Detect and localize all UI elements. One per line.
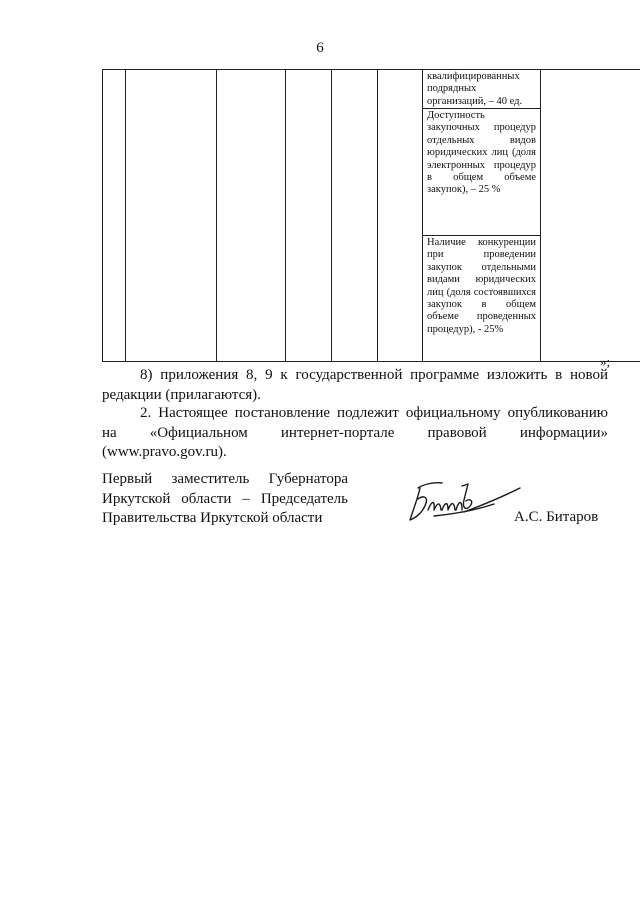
table-cell [217, 70, 286, 362]
table-cell [541, 70, 640, 362]
table-row [103, 70, 640, 362]
paragraph-item-2: 2. Настоящее постановление подлежит официальному опубликованию на «Официальном интернет-портале правовой информации» (www.pravo.gov.ru). [102, 405, 608, 460]
page-number: 6 [316, 40, 324, 56]
signer-title-word: Иркутской [102, 490, 171, 507]
signer-name: А.С. Битаров [514, 509, 599, 525]
table-cell [286, 70, 332, 362]
signer-title-word: Губернатора [268, 471, 348, 487]
signer-title-word: области [181, 490, 232, 507]
signer-title-line: Правительства Иркутской области [102, 510, 323, 526]
indicator-text: квалифицированных подрядных организаций, – 40 ед. [423, 70, 540, 109]
table-cell [103, 70, 126, 362]
closing-quote: »; [600, 354, 611, 369]
signer-title [102, 470, 348, 529]
signer-title-word: Председатель [260, 490, 348, 507]
continuation-table [102, 69, 640, 362]
signer-title-word: Первый [102, 471, 153, 487]
table-cell [332, 70, 378, 362]
table-cell [378, 70, 423, 362]
paragraph-item-8: 8) приложения 8, 9 к государственной программе изложить в новой редакции (прилагаются). [102, 367, 608, 403]
indicator-text: Наличие конкуренции при проведении закупок отдельными видами юридических лиц (доля состоявшихся закупок в общем объеме проведенных процедур), - 25% [427, 237, 536, 335]
table-cell [126, 70, 217, 362]
handwritten-signature [404, 470, 524, 530]
signer-title-word: – [242, 490, 250, 507]
signer-title-word: заместитель [171, 471, 250, 487]
indicator-text: Доступность закупочных процедур отдельных видов юридических лиц (доля электронных процедур в общем объеме закупок), – 25 % [423, 109, 540, 236]
indicators-cell [423, 70, 541, 362]
